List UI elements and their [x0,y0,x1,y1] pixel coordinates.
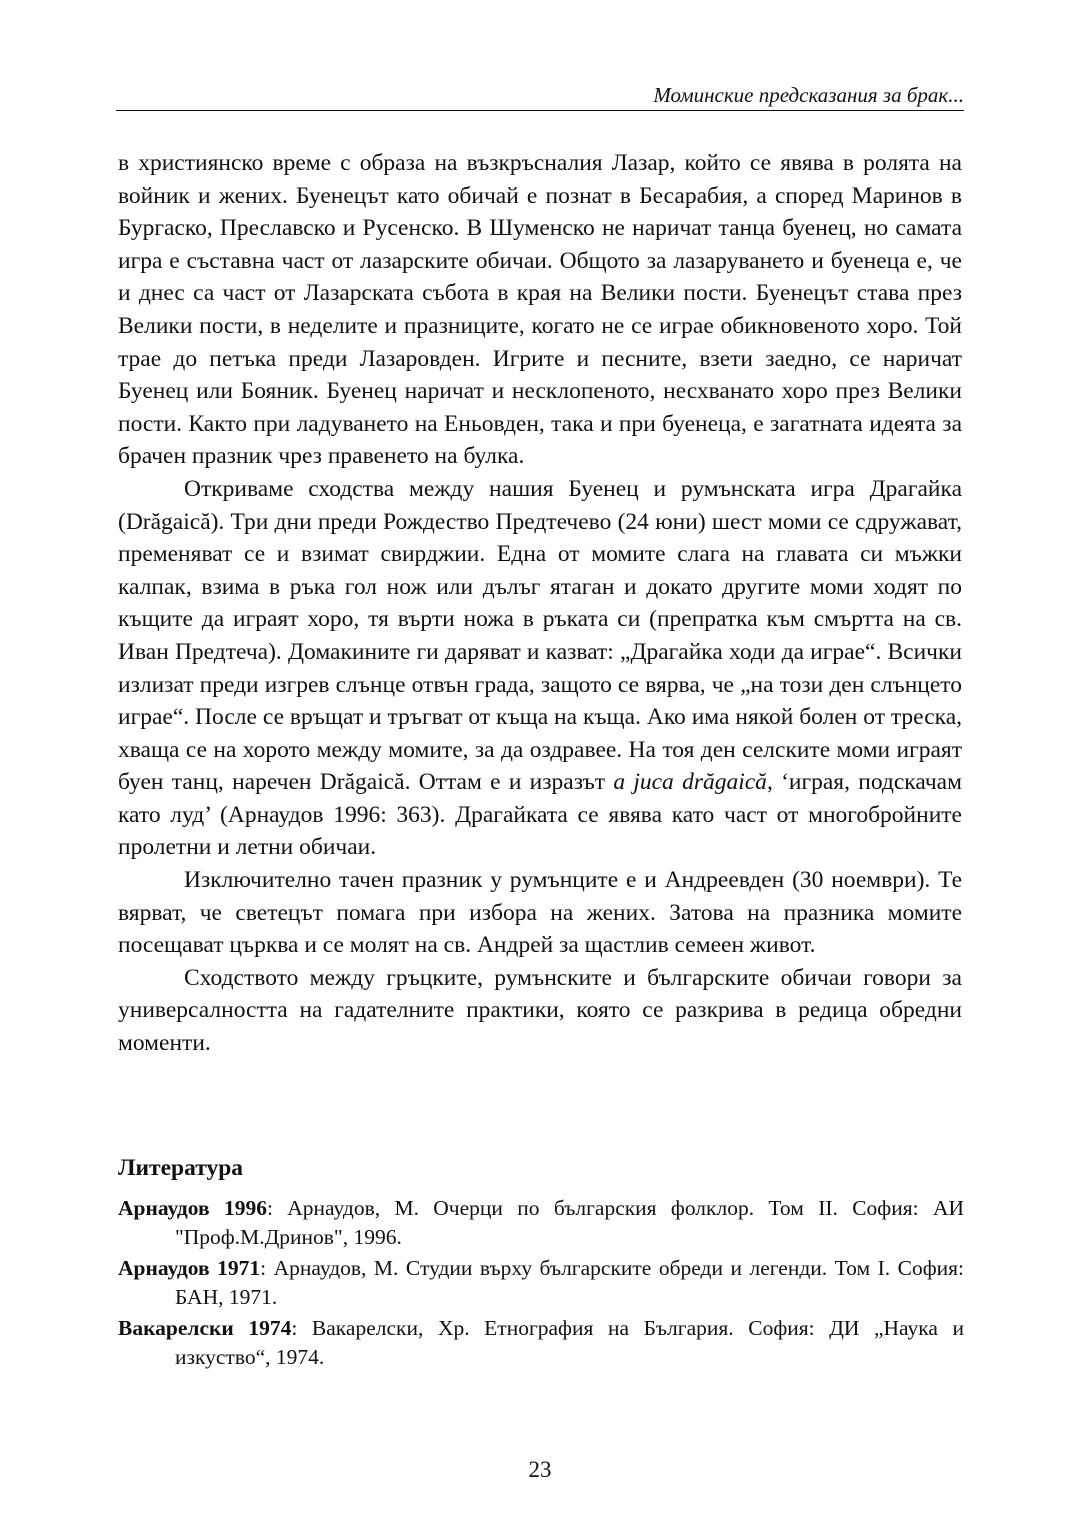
paragraph-3-text: Изключително тачен празник у румънците е и Андреевден (30 ноември). Те вярват, че светецът помага при избора на жених. Затова на празника момите посещават църква и се молят на св. Андрей за щастлив семеен живот. [118,867,962,959]
literature-heading: Литература [118,1155,244,1181]
paragraph-4 [118,962,962,1060]
body-text [118,147,962,1060]
reference-item [118,1314,964,1371]
paragraph-1 [118,147,962,473]
reference-item [118,1254,964,1311]
paragraph-3 [118,864,962,962]
paragraph-2 [118,473,962,864]
paragraph-4-text: Сходството между гръцките, румънските и българските обичаи говори за универсалността на гадателните практики, която се разкрива в редица обредни моменти. [118,964,962,1057]
page-number: 23 [528,1457,552,1482]
reference-text: : Арнаудов, М. Очерци по българския фолклор. Том II. София: АИ "Проф.М.Дринов", 1996. [175,1196,964,1249]
paragraph-1-text: в християнско време с образа на възкръсналия Лазар, който се явява в ролята на войник и жених. Буенецът като обичай е познат в Бесарабия, а според Маринов в Бургаско, Преславско и Русенско. В Шуменско не наричат танца буенец, но самата игра е съставна част от лазарските обичаи. Общото за лазаруването и буенеца е, че и днес са част от Лазарската събота в края на Велики пости. Буенецът става през Велики пости, в неделите и празниците, когато не се играе обикновеното хоро. Той трае до петъка преди Лазаровден. Игрите и песните, взети заедно, се наричат Буенец или Бояник. Буенец наричат и несклопеното, несхванато хоро през Велики пости. Както при ладуването на Еньовден, така и при буенеца, е загатната идеята за брачен празник чрез правенето на булка. [118,150,962,470]
paragraph-2-italic-phrase: a juca drăgaică [613,769,767,796]
reference-key: Арнаудов 1996 [118,1196,267,1220]
reference-item [118,1194,964,1251]
running-header [116,80,964,111]
reference-key: Арнаудов 1971 [118,1256,261,1280]
paragraph-2-text-a: Откриваме сходства между нашия Буенец и румънската игра Драгайка (Drăgaică). Три дни преди Рождество Предтечево (24 юни) шест моми се сдружават, пременяват се и взимат свирджии. Една от момите слага на главата си мъжки калпак, взима в ръка гол нож или дълъг ятаган и докато другите моми ходят по къщите да играят хоро, тя върти ножа в ръката си (препратка към смъртта на св. Иван Предтеча). Домакините ги даряват и казват: „Драгайка ходи да играе“. Всички излизат преди изгрев слънце отвън града, защото се вярва, че „на този ден слънцето играе“. После се връщат и тръгват от къща на къща. Ако има някой болен от треска, хваща се на хорото между момите, за да оздравее. На тоя ден селските моми играят буен танц, наречен Drăgaică. Оттам е и изразът [118,475,962,796]
reference-key: Вакарелски 1974 [118,1316,292,1340]
paragraph-2-text-b: , ‘играя, подскачам като луд’ (Арнаудов 1996: 363). Драгайката се явява като част от многобройните пролетни и летни обичаи. [118,769,962,861]
running-title: Моминскиe предсказания за брак... [653,83,964,107]
reference-list [118,1194,964,1374]
reference-text: : Вакарелски, Хр. Етнография на България. София: ДИ „Наука и изкуство“, 1974. [175,1316,964,1369]
reference-text: : Арнаудов, М. Студии върху българските обреди и легенди. Том I. София: БАН, 1971. [175,1256,964,1309]
